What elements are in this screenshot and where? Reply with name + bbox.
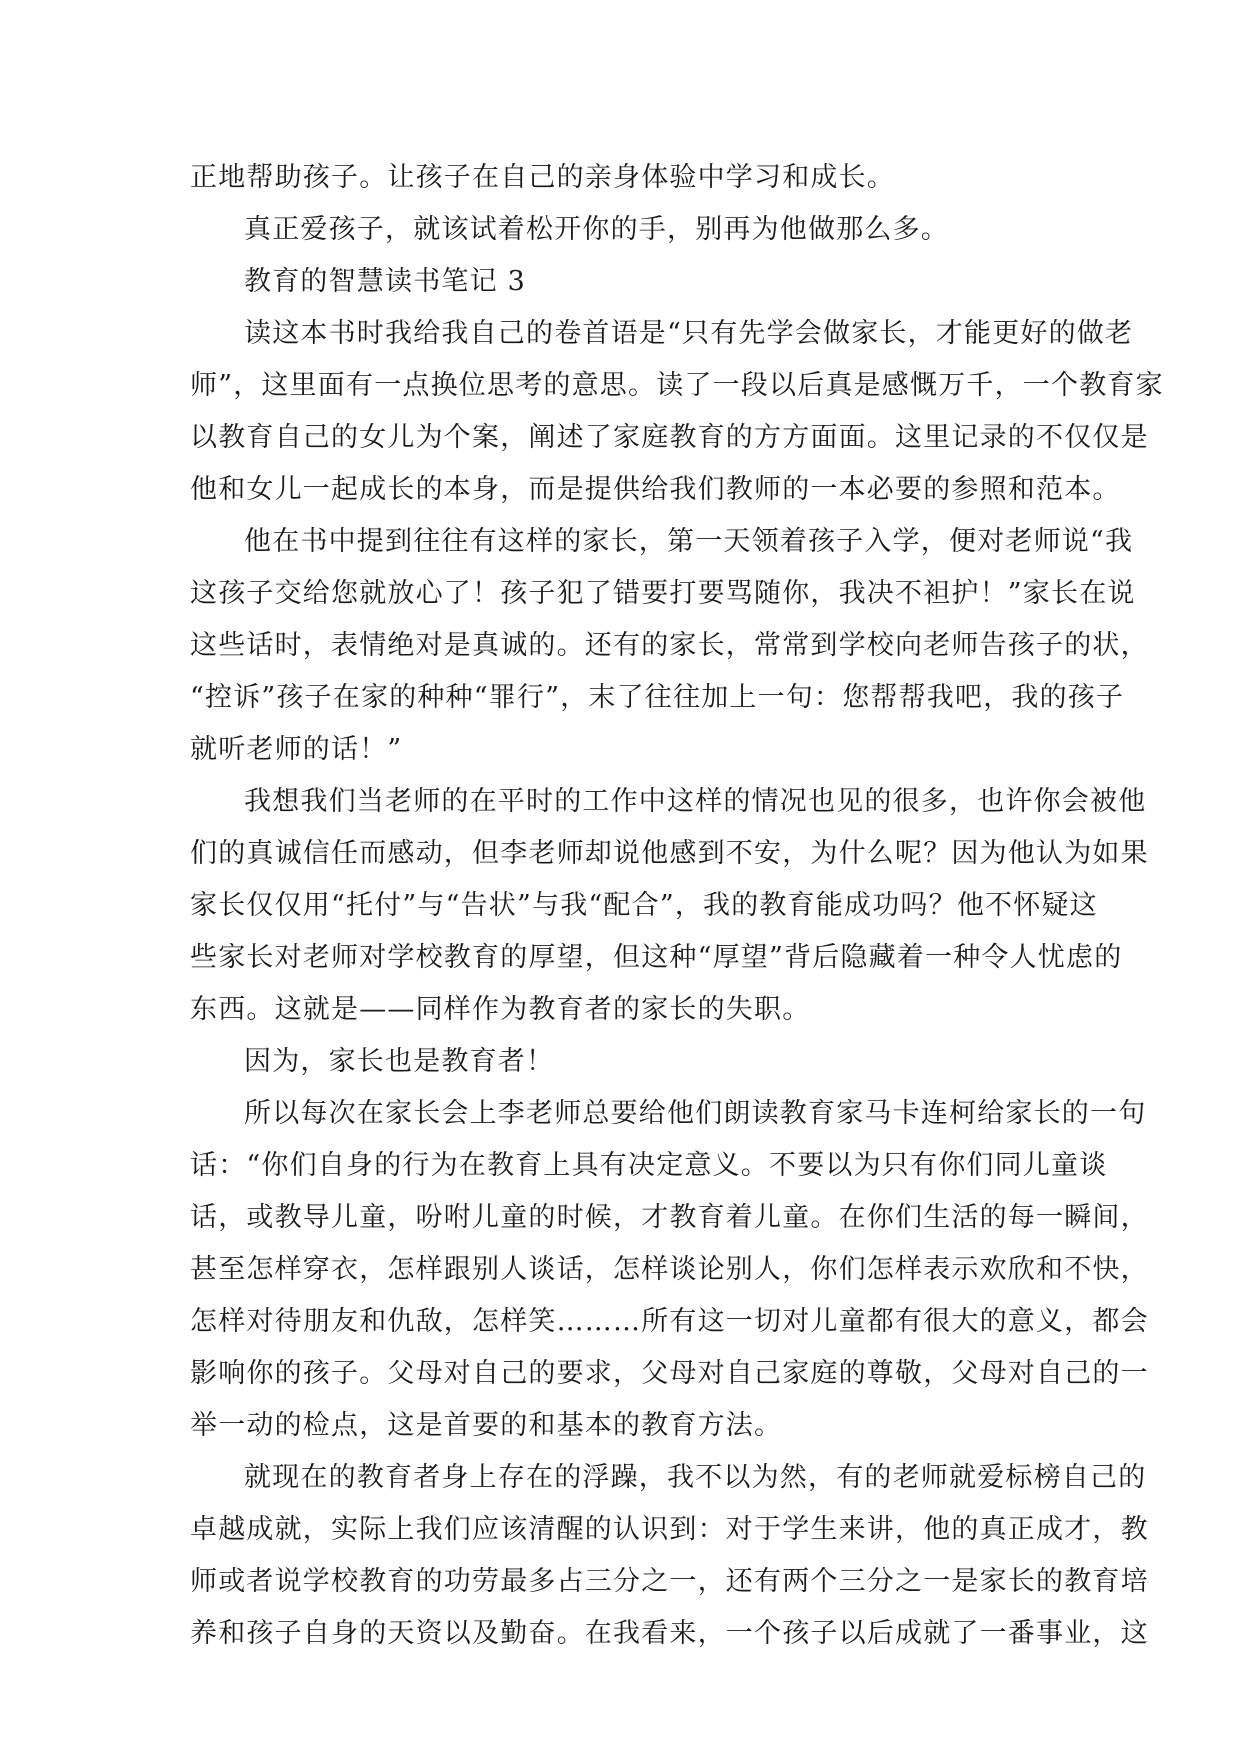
text-line: 读这本书时我给我自己的卷首语是“只有先学会做家长，才能更好的做老 (244, 318, 1134, 349)
text-line: 就现在的教育者身上存在的浮躁，我不以为然，有的老师就爱标榜自己的 (244, 1462, 1147, 1493)
section-heading: 教育的智慧读书笔记 3 (244, 266, 526, 297)
text-line: 卓越成就，实际上我们应该清醒的认识到：对于学生来讲，他的真正成才，教 (190, 1514, 1149, 1545)
text-line: 师”，这里面有一点换位思考的意思。读了一段以后真是感慨万千，一个教育家 (190, 370, 1164, 401)
text-line: 因为，家长也是教育者！ (244, 1046, 555, 1077)
text-line: 家长仅仅用“托付”与“告状”与我“配合”，我的教育能成功吗？他不怀疑这 (190, 890, 1098, 921)
text-line: 他在书中提到往往有这样的家长，第一天领着孩子入学，便对老师说“我 (244, 526, 1134, 557)
text-line: 话：“你们自身的行为在教育上具有决定意义。不要以为只有你们同儿童谈 (190, 1150, 1108, 1181)
text-line: 影响你的孩子。父母对自己的要求，父母对自己家庭的尊敬，父母对自己的一 (190, 1358, 1149, 1389)
text-line: 正地帮助孩子。让孩子在自己的亲身体验中学习和成长。 (190, 162, 895, 193)
text-line: 东西。这就是——同样作为教育者的家长的失职。 (190, 994, 811, 1025)
text-line: 这些话时，表情绝对是真诚的。还有的家长，常常到学校向老师告孩子的状， (190, 630, 1149, 661)
text-line: 这孩子交给您就放心了！孩子犯了错要打要骂随你，我决不袒护！”家长在说 (190, 578, 1136, 609)
text-line: 怎样对待朋友和仇敌，怎样笑………所有这一切对儿童都有很大的意义，都会 (190, 1306, 1149, 1337)
text-line: 甚至怎样穿衣，怎样跟别人谈话，怎样谈论别人，你们怎样表示欢欣和不快， (190, 1254, 1149, 1285)
text-line: 所以每次在家长会上李老师总要给他们朗读教育家马卡连柯给家长的一句 (244, 1098, 1147, 1129)
text-line: 真正爱孩子，就该试着松开你的手，别再为他做那么多。 (244, 214, 949, 245)
text-line: 养和孩子自身的天资以及勤奋。在我看来，一个孩子以后成就了一番事业，这 (190, 1618, 1149, 1649)
text-line: 些家长对老师对学校教育的厚望，但这种“厚望”背后隐藏着一种令人忧虑的 (190, 942, 1123, 973)
text-line: “控诉”孩子在家的种种“罪行”，末了往往加上一句：您帮帮我吧，我的孩子 (190, 682, 1125, 713)
text-line: 以教育自己的女儿为个案，阐述了家庭教育的方方面面。这里记录的不仅仅是 (190, 422, 1149, 453)
text-line: 师或者说学校教育的功劳最多占三分之一，还有两个三分之一是家长的教育培 (190, 1566, 1149, 1597)
document-body (190, 152, 1164, 1660)
text-line: 我想我们当老师的在平时的工作中这样的情况也见的很多，也许你会被他 (244, 786, 1147, 817)
text-line: 话，或教导儿童，吩咐儿童的时候，才教育着儿童。在你们生活的每一瞬间， (190, 1202, 1149, 1233)
text-line: 们的真诚信任而感动，但李老师却说他感到不安，为什么呢？因为他认为如果 (190, 838, 1149, 869)
text-line: 就听老师的话！” (190, 734, 403, 765)
text-line: 举一动的检点，这是首要的和基本的教育方法。 (190, 1410, 783, 1441)
text-line: 他和女儿一起成长的本身，而是提供给我们教师的一本必要的参照和范本。 (190, 474, 1121, 505)
